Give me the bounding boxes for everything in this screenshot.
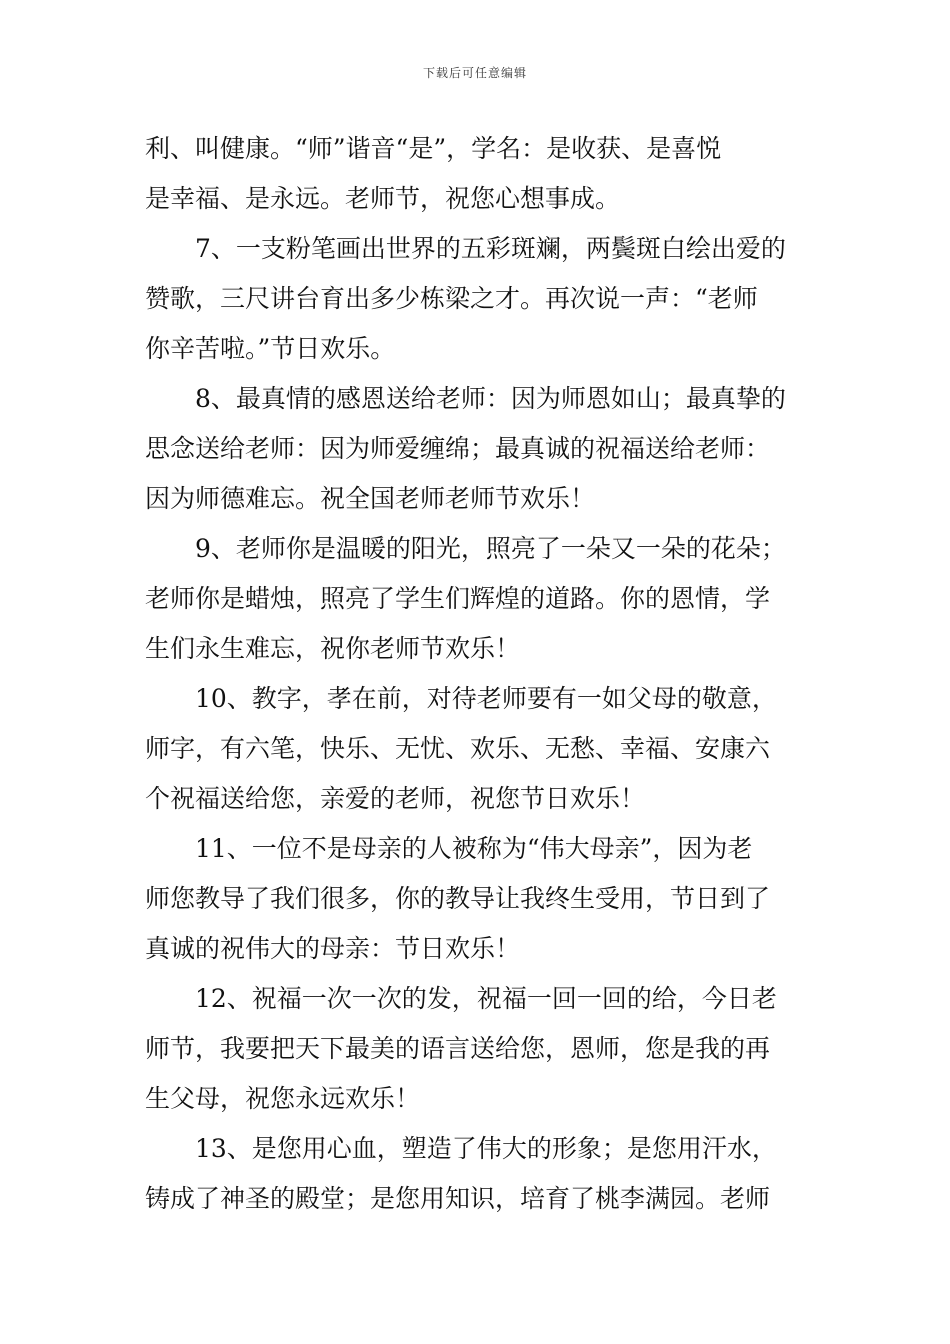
- text-line: 12、祝福一次一次的发，祝福一回一回的给，今日老: [195, 984, 777, 1013]
- text-line: 师字，有六笔，快乐、无忧、欢乐、无愁、幸福、安康六: [145, 734, 771, 763]
- text-line: 老师你是蜡烛，照亮了学生们辉煌的道路。你的恩情，学: [145, 584, 771, 613]
- paragraph-11: [145, 824, 807, 974]
- text-line: 赞歌，三尺讲台育出多少栋梁之才。再次说一声：“老师: [145, 284, 758, 313]
- paragraph-12: [145, 974, 807, 1124]
- paragraph-10: [145, 674, 807, 824]
- paragraph-8: [145, 374, 807, 524]
- text-line: 11、一位不是母亲的人被称为“伟大母亲”，因为老: [195, 834, 753, 863]
- text-line: 9、老师你是温暖的阳光，照亮了一朵又一朵的花朵；: [195, 534, 786, 563]
- text-line: 因为师德难忘。祝全国老师老师节欢乐！: [145, 484, 596, 513]
- paragraph-9: [145, 524, 807, 674]
- text-line: 你辛苦啦。”节日欢乐。: [145, 334, 396, 363]
- text-line: 生父母，祝您永远欢乐！: [145, 1084, 421, 1113]
- text-line: 8、最真情的感恩送给老师：因为师恩如山；最真挚的: [195, 384, 786, 413]
- text-line: 利、叫健康。“师”谐音“是”，学名：是收获、是喜悦: [145, 134, 722, 163]
- text-line: 10、教字，孝在前，对待老师要有一如父母的敬意，: [195, 684, 777, 713]
- text-line: 是幸福、是永远。老师节，祝您心想事成。: [145, 184, 621, 213]
- page-header: 下载后可任意编辑: [422, 66, 527, 80]
- document-body: [145, 124, 807, 1224]
- text-line: 师您教导了我们很多，你的教导让我终生受用，节日到了: [145, 884, 771, 913]
- text-line: 真诚的祝伟大的母亲：节日欢乐！: [145, 934, 521, 963]
- text-line: 师节，我要把天下最美的语言送给您，恩师，您是我的再: [145, 1034, 771, 1063]
- text-line: 个祝福送给您，亲爱的老师，祝您节日欢乐！: [145, 784, 646, 813]
- paragraph-7: [145, 224, 807, 374]
- text-line: 生们永生难忘，祝你老师节欢乐！: [145, 634, 521, 663]
- paragraph-6-continued: [145, 124, 807, 224]
- paragraph-13: [145, 1124, 807, 1224]
- text-line: 铸成了神圣的殿堂；是您用知识，培育了桃李满园。老师: [145, 1184, 771, 1213]
- text-line: 思念送给老师：因为师爱缠绵；最真诚的祝福送给老师：: [145, 434, 771, 463]
- text-line: 7、一支粉笔画出世界的五彩斑斓，两鬓斑白绘出爱的: [195, 234, 786, 263]
- text-line: 13、是您用心血，塑造了伟大的形象；是您用汗水，: [195, 1134, 777, 1163]
